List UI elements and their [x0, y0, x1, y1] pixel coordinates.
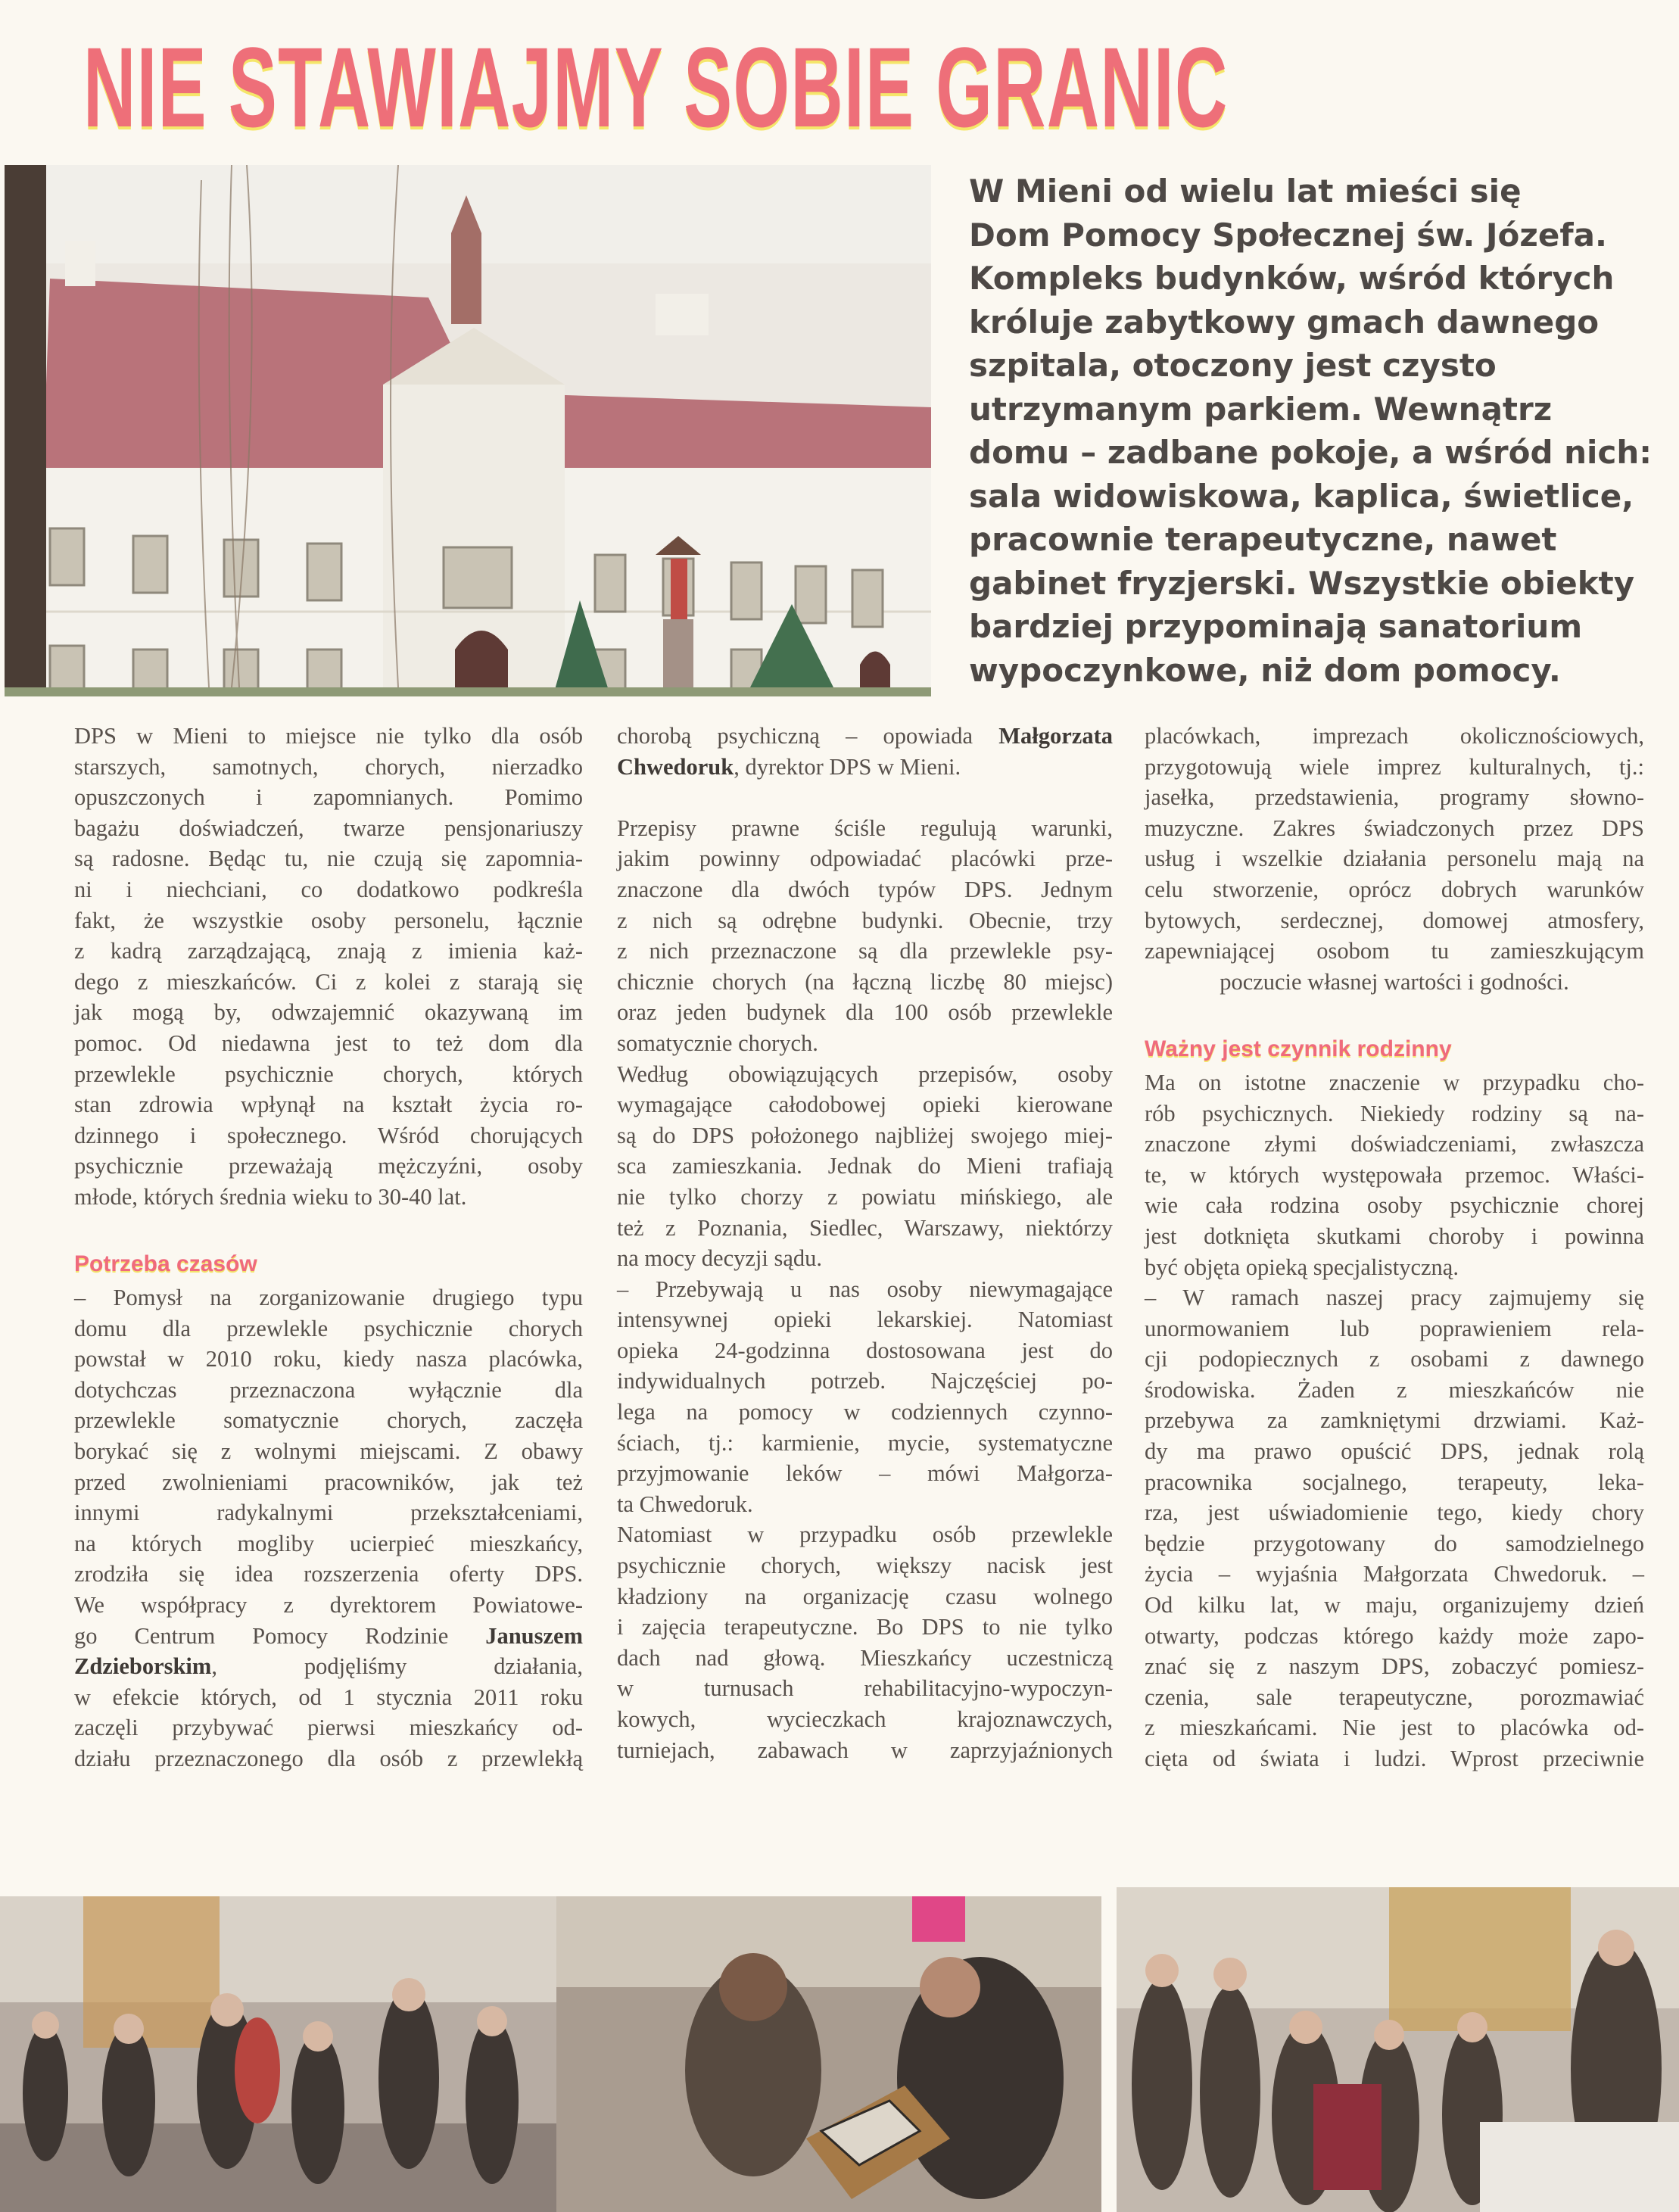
body-column-1 — [74, 721, 583, 1774]
text-line: muzyczne. Zakres świadczonych przez DPS — [1145, 815, 1644, 841]
text-line: w efekcie których, od 1 stycznia 2011 roku — [74, 1684, 583, 1710]
text-line: unormowaniem lub poprawieniem rela- — [1145, 1315, 1644, 1341]
text-line: domu dla przewlekle psychicznie chorych — [74, 1315, 583, 1341]
photo-chess-game — [556, 1896, 1101, 2212]
col1-para1 — [74, 721, 583, 1213]
text-line: z nich przeznaczone są dla przewlekle psy- — [617, 938, 1113, 964]
article-title: NIE STAWIAJMY SOBIE GRANIC — [83, 23, 1229, 151]
text-line: rób psychicznych. Niekiedy rodziny są na- — [1145, 1100, 1644, 1126]
text-line: innymi radykalnymi przekształceniami, — [74, 1500, 583, 1526]
text-line: bagażu doświadczeń, twarze pensjonariuszy — [74, 815, 583, 841]
text-line: – Pomysł na zorganizowanie drugiego typu — [74, 1285, 583, 1311]
text-line: znać się z naszym DPS, zobaczyć pomiesz- — [1145, 1653, 1644, 1680]
text-line: opuszczonych i zapomnianych. Pomimo — [74, 784, 583, 811]
text-line: – W ramach naszej pracy zajmujemy się — [1145, 1285, 1644, 1311]
text-line: przygotowują wiele imprez kulturalnych, tj.: — [1145, 753, 1644, 780]
text-line: Ma on istotne znaczenie w przypadku cho- — [1145, 1069, 1644, 1095]
text-line: wie cała rodzina osoby psychicznie chorej — [1145, 1192, 1644, 1219]
text-line: zrodziła się idea rozszerzenia oferty DPS. — [74, 1561, 583, 1587]
text-line: psychicznie chorych, większy nacisk jest — [617, 1553, 1113, 1579]
text-line: środowiska. Żaden z mieszkańców nie — [1145, 1376, 1644, 1403]
text-line: z kadrą zarządzającą, znają z imienia każ- — [74, 938, 583, 964]
col3-para3 — [1145, 1282, 1644, 1774]
text-line: jasełka, przedstawienia, programy słowno- — [1145, 784, 1644, 811]
text-line: kładziony na organizację czasu wolnego — [617, 1583, 1113, 1609]
text-line: w turnusach rehabilitacyjno-wypoczyn- — [617, 1675, 1113, 1702]
lead-line: domu – zadbane pokoje, a wśród nich: — [969, 434, 1653, 471]
text-run: go Centrum Pomocy Rodzinie — [74, 1622, 486, 1649]
lead-line: wypoczynkowe, niż dom pomocy. — [969, 651, 1561, 689]
lead-line: utrzymanym parkiem. Wewnątrz — [969, 390, 1553, 428]
text-line: fakt, że wszystkie osoby personelu, łącznie — [74, 907, 583, 933]
text-line: celu stworzenie, oprócz dobrych warunków — [1145, 876, 1644, 902]
text-line: przed zwolnieniami pracowników, jak też — [74, 1469, 583, 1495]
body-column-2 — [617, 721, 1113, 1765]
text-line: jak mogą by, odwzajemnić okazywaną im — [74, 999, 583, 1026]
text-line: pracownika socjalnego, terapeuty, leka- — [1145, 1469, 1644, 1495]
text-line: przewlekle somatycznie chorych, zaczęła — [74, 1407, 583, 1434]
text-line: poczucie własnej wartości i godności. — [1220, 968, 1569, 995]
text-line: przebywa za zamkniętymi drzwiami. Każ- — [1145, 1407, 1644, 1434]
text-line: dach nad głową. Mieszkańcy uczestniczą — [617, 1644, 1113, 1671]
text-line: stan zdrowia wpłynął na kształt życia ro- — [74, 1092, 583, 1118]
text-line: lega na pomocy w codziennych czynno- — [617, 1399, 1113, 1425]
text-line — [617, 752, 1113, 783]
person-name-bold: Chwedoruk — [617, 753, 734, 780]
text-line: bytowych, serdecznej, domowej atmosfery, — [1145, 907, 1644, 933]
text-line: czenia, sale terapeutyczne, porozmawiać — [1145, 1684, 1644, 1710]
text-line: na mocy decyzji sądu. — [617, 1245, 823, 1272]
text-line: somatycznie chorych. — [617, 1030, 818, 1056]
text-run: , dyrektor DPS w Mieni. — [734, 753, 961, 780]
text-line — [74, 1651, 583, 1682]
text-line: oraz jeden budynek dla 100 osób przewlekle — [617, 999, 1113, 1026]
lead-paragraph — [969, 170, 1665, 692]
text-line: zaczęli przybywać pierwsi mieszkańcy od- — [74, 1715, 583, 1741]
col2-para5 — [617, 1519, 1113, 1765]
text-line: ta Chwedoruk. — [617, 1491, 753, 1517]
text-line: dzinnego i społecznego. Wśród chorujących — [74, 1122, 583, 1148]
text-line — [617, 721, 1113, 752]
lead-line: Kompleks budynków, wśród których — [969, 260, 1615, 297]
text-line: starszych, samotnych, chorych, nierzadko — [74, 753, 583, 780]
text-line: znaczone złymi doświadczeniami, zwłaszcza — [1145, 1131, 1644, 1157]
text-line: będzie przygotowany do samodzielnego — [1145, 1530, 1644, 1556]
lead-line: bardziej przypominają sanatorium — [969, 608, 1583, 645]
text-line: cji podopiecznych z osobami z dawnego — [1145, 1346, 1644, 1372]
text-line: z mieszkańcami. Nie jest to placówka od- — [1145, 1715, 1644, 1741]
person-name-bold: Zdzieborskim — [74, 1653, 212, 1680]
lead-line: sala widowiskowa, kaplica, świetlice, — [969, 477, 1634, 515]
lead-line: gabinet fryzjerski. Wszystkie obiekty — [969, 564, 1635, 602]
building-photo — [5, 165, 931, 696]
person-name-bold: Małgorzata — [998, 723, 1113, 749]
dance-photo-illustration — [0, 1896, 556, 2212]
text-line: pomoc. Od niedawna jest to też dom dla — [74, 1030, 583, 1056]
text-line: dy ma prawo opuścić DPS, jednak rolą — [1145, 1438, 1644, 1465]
text-line: We współpracy z dyrektorem Powiatowe- — [74, 1592, 583, 1618]
col1-para2 — [74, 1282, 583, 1774]
spacer — [1145, 997, 1644, 1028]
photo-music-gathering — [1117, 1887, 1679, 2212]
text-line: przewlekle psychicznie chorych, których — [74, 1061, 583, 1087]
text-line: powstał w 2010 roku, kiedy nasza placówka, — [74, 1346, 583, 1372]
text-line: i zajęcia terapeutyczne. Bo DPS to nie tylko — [617, 1614, 1113, 1640]
col3-para2 — [1145, 1067, 1644, 1282]
text-line: DPS w Mieni to miejsce nie tylko dla osób — [74, 723, 583, 749]
text-line: jest dotknięta skutkami choroby i powinna — [1145, 1223, 1644, 1249]
chess-photo-illustration — [556, 1896, 1101, 2212]
spacer — [74, 1213, 583, 1244]
text-line: ściach, tj.: karmienie, mycie, systematyczne — [617, 1429, 1113, 1456]
subheading-potrzeba-czasow: Potrzeba czasów — [74, 1251, 257, 1277]
text-line: rza, jest uświadomienie tego, kiedy chory — [1145, 1500, 1644, 1526]
col2-para2 — [617, 813, 1113, 1059]
text-line: – Przebywają u nas osoby niewymagające — [617, 1276, 1113, 1302]
text-line: cięta od świata i ludzi. Wprost przeciwnie — [1145, 1746, 1644, 1771]
text-run: , podjęliśmy działania, — [211, 1653, 583, 1680]
person-name-bold: Januszem — [485, 1622, 583, 1649]
text-line: też z Poznania, Siedlec, Warszawy, niektórzy — [617, 1214, 1113, 1241]
text-line: intensywnej opieki lekarskiej. Natomiast — [617, 1307, 1113, 1333]
text-line: dego z mieszkańców. Ci z kolei z starają się — [74, 968, 583, 995]
col2-para3 — [617, 1059, 1113, 1274]
text-run: chorobą psychiczną – opowiada — [617, 723, 999, 749]
text-line: Natomiast w przypadku osób przewlekle — [617, 1522, 1113, 1548]
text-line: indywidualnych potrzeb. Najczęściej po- — [617, 1368, 1113, 1394]
text-line: młode, których średnia wieku to 30-40 lat. — [74, 1183, 467, 1210]
text-line: jakim powinny odpowiadać placówki prze- — [617, 846, 1113, 872]
text-line: kowych, wycieczkach krajoznawczych, — [617, 1706, 1113, 1732]
text-line: turniejach, zabawach w zaprzyjaźnionych — [617, 1737, 1113, 1763]
text-line: sca zamieszkania. Jednak do Mieni trafiają — [617, 1153, 1113, 1179]
lead-line: szpitala, otoczony jest czysto — [969, 347, 1497, 384]
text-line: działu przeznaczonego dla osób z przewlekłą — [74, 1746, 583, 1771]
building-illustration — [5, 165, 931, 696]
text-line: Według obowiązujących przepisów, osoby — [617, 1061, 1113, 1087]
text-line: te, w których występowała przemoc. Właści- — [1145, 1161, 1644, 1188]
text-line: wymagające całodobowej opieki kierowane — [617, 1092, 1113, 1118]
lead-line: pracownie terapeutyczne, nawet — [969, 521, 1557, 558]
text-line: nie tylko chorzy z powiatu mińskiego, ale — [617, 1183, 1113, 1210]
photo-dance-hall — [0, 1896, 556, 2212]
lead-line: króluje zabytkowy gmach dawnego — [969, 303, 1600, 341]
text-line: placówkach, imprezach okolicznościowych, — [1145, 723, 1644, 749]
text-line: usług i wszelkie działania personelu mają na — [1145, 846, 1644, 872]
text-line: dotychczas przeznaczona wyłącznie dla — [74, 1376, 583, 1403]
text-line: zapewniającej osobom tu zamieszkującym — [1145, 938, 1644, 964]
text-line: znaczone dla dwóch typów DPS. Jednym — [617, 876, 1113, 902]
text-line: być objęta opieką specjalistyczną. — [1145, 1254, 1459, 1280]
text-line: z nich są odrębne budynki. Obecnie, trzy — [617, 907, 1113, 933]
text-line: Przepisy prawne ściśle regulują warunki, — [617, 815, 1113, 841]
text-line: życia – wyjaśnia Małgorzata Chwedoruk. – — [1145, 1561, 1644, 1587]
text-line: przyjmowanie leków – mówi Małgorza- — [617, 1460, 1113, 1487]
text-line: otwarty, podczas którego każdy może zapo- — [1145, 1622, 1644, 1649]
subheading-czynnik-rodzinny: Ważny jest czynnik rodzinny — [1145, 1036, 1452, 1061]
col2-para4 — [617, 1274, 1113, 1520]
text-line: Od kilku lat, w maju, organizujemy dzień — [1145, 1592, 1644, 1618]
text-line: są radosne. Będąc tu, nie czują się zapomnia- — [74, 846, 583, 872]
col3-para1 — [1145, 721, 1644, 997]
spacer — [617, 782, 1113, 813]
text-line: ni i niechciani, co dodatkowo podkreśla — [74, 876, 583, 902]
text-line: na których mogliby ucierpieć mieszkańcy, — [74, 1530, 583, 1556]
text-line: opieka 24-godzinna dostosowana jest do — [617, 1337, 1113, 1363]
lead-line: Dom Pomocy Społecznej św. Józefa. — [969, 216, 1607, 254]
text-line — [74, 1621, 583, 1652]
text-line: są do DPS położonego najbliżej swojego miej- — [617, 1122, 1113, 1148]
body-column-3 — [1145, 721, 1644, 1774]
music-photo-illustration — [1117, 1887, 1679, 2212]
lead-line: W Mieni od wielu lat mieści się — [969, 173, 1522, 210]
text-line: chicznie chorych (na łączną liczbę 80 miejsc) — [617, 968, 1113, 995]
text-line: psychicznie przeważają mężczyźni, osoby — [74, 1153, 583, 1179]
text-line: borykać się z wolnymi miejscami. Z obawy — [74, 1438, 583, 1465]
